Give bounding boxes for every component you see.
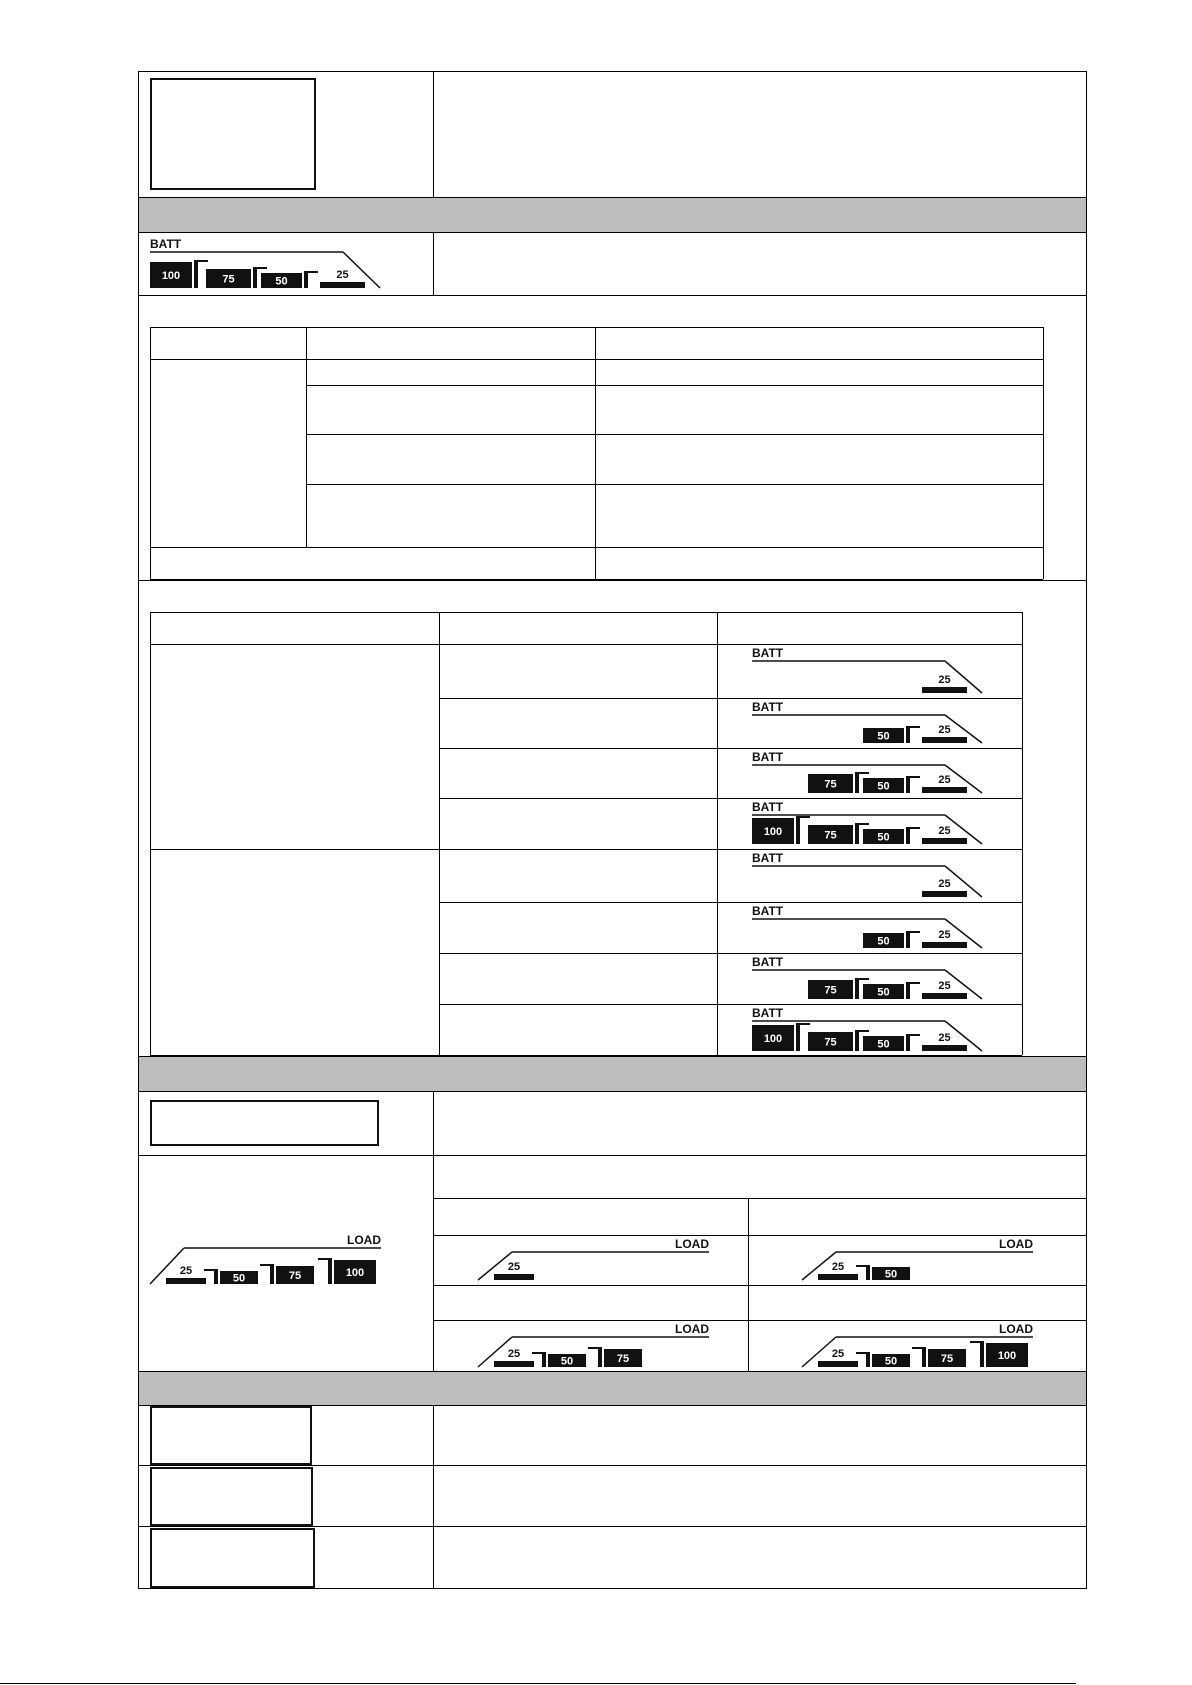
load-segment-label: 25	[831, 1261, 845, 1273]
load-indicator-full	[148, 1232, 383, 1288]
batt-segment-75	[808, 978, 869, 999]
batt-segment-label: 75	[824, 829, 837, 842]
batt-segment-50	[863, 726, 920, 743]
batt-segment-label: 75	[824, 984, 837, 997]
load-segment-50	[856, 1352, 910, 1368]
load-segment-label: 25	[179, 1265, 193, 1277]
load-segment-label: 50	[560, 1355, 574, 1368]
battery-gauge	[752, 700, 982, 743]
load-segment-100	[970, 1341, 1028, 1367]
battery-gauge	[752, 800, 982, 844]
batt-segment-label: 50	[877, 780, 890, 793]
load-gauge	[802, 1322, 1033, 1368]
load-segment-label: 50	[884, 1268, 898, 1281]
load-indicator-25	[476, 1236, 711, 1284]
batt-segment-label: 25	[938, 1032, 951, 1044]
batt-segment-label: 50	[877, 986, 890, 999]
batt-label: BATT	[752, 1006, 784, 1020]
batt-label: BATT	[150, 237, 182, 251]
lcd-preview-box-top	[150, 78, 316, 190]
load-label: LOAD	[999, 1237, 1033, 1251]
section-header-load	[139, 1056, 1086, 1091]
load-segment-label: 100	[345, 1267, 365, 1279]
lcd-preview-box-2	[150, 1467, 313, 1526]
batt-segment-label: 25	[938, 825, 951, 837]
batt-segment-label: 25	[938, 929, 951, 941]
load-indicator-100	[800, 1321, 1035, 1371]
load-segment-label: 75	[940, 1353, 954, 1365]
battery-gauge	[752, 750, 982, 793]
battery-indicator-row-5	[750, 850, 995, 901]
battery-gauge	[752, 955, 982, 999]
batt-segment-label: 75	[824, 778, 837, 791]
load-segment-50	[532, 1352, 586, 1368]
load-label: LOAD	[347, 1233, 381, 1247]
battery-indicator-row-3	[750, 749, 995, 797]
batt-segment-label: 50	[877, 831, 890, 844]
batt-label: BATT	[752, 750, 784, 764]
load-segment-label: 25	[507, 1348, 521, 1360]
batt-segment-label: 50	[877, 1038, 890, 1051]
load-gauge	[150, 1233, 381, 1285]
batt-segment-label: 100	[161, 270, 181, 282]
load-segment-25	[818, 1348, 858, 1367]
load-gauge	[802, 1237, 1033, 1281]
batt-segment-25	[320, 269, 365, 288]
section-header-bottom	[139, 1372, 1086, 1405]
load-segment-25	[494, 1348, 534, 1367]
lcd-preview-box-1	[150, 1406, 312, 1465]
batt-label: BATT	[752, 800, 784, 814]
battery-indicator-row-1	[750, 645, 995, 697]
battery-gauge	[752, 904, 982, 948]
load-segment-25	[166, 1265, 206, 1284]
batt-segment-50	[863, 931, 920, 948]
batt-segment-label: 25	[938, 774, 951, 786]
batt-segment-label: 50	[877, 935, 890, 948]
load-segment-25	[494, 1261, 534, 1280]
batt-segment-50	[863, 776, 920, 793]
batt-segment-label: 100	[763, 1033, 783, 1045]
batt-segment-100	[150, 260, 208, 288]
page-footer-rule	[0, 1683, 1076, 1684]
batt-segment-50	[261, 271, 318, 288]
lcd-preview-box-load	[150, 1100, 379, 1146]
divider	[433, 71, 434, 197]
batt-segment-label: 75	[222, 273, 235, 286]
batt-segment-label: 75	[824, 1036, 837, 1049]
batt-label: BATT	[752, 904, 784, 918]
load-segment-label: 25	[507, 1261, 521, 1273]
battery-indicator-row-8	[750, 1005, 995, 1055]
load-label: LOAD	[999, 1322, 1033, 1336]
batt-segment-75	[808, 1030, 869, 1051]
load-segment-label: 100	[997, 1350, 1017, 1362]
battery-gauge	[752, 1006, 982, 1051]
batt-segment-label: 25	[336, 269, 349, 281]
load-gauge	[478, 1237, 709, 1280]
battery-indicator-row-7	[750, 954, 995, 1003]
load-segment-75	[588, 1347, 642, 1367]
batt-segment-75	[206, 267, 267, 288]
batt-segment-label: 50	[275, 275, 288, 288]
batt-segment-50	[863, 1034, 920, 1051]
battery-gauge	[752, 851, 982, 897]
battery-indicator-row-4	[750, 799, 995, 848]
battery-indicator-row-6	[750, 903, 995, 952]
batt-segment-label: 50	[877, 730, 890, 743]
batt-label: BATT	[752, 646, 784, 660]
batt-segment-25	[922, 674, 967, 693]
battery-indicator-full	[148, 236, 393, 292]
battery-gauge	[150, 237, 380, 288]
batt-segment-100	[752, 816, 810, 844]
batt-label: BATT	[752, 955, 784, 969]
batt-segment-label: 25	[938, 878, 951, 890]
batt-segment-label: 100	[763, 826, 783, 838]
batt-segment-label: 25	[938, 980, 951, 992]
batt-segment-50	[863, 827, 920, 844]
batt-segment-25	[922, 878, 967, 897]
batt-segment-100	[752, 1023, 810, 1051]
load-segment-label: 50	[232, 1272, 246, 1285]
load-segment-label: 75	[288, 1270, 302, 1282]
batt-segment-75	[808, 823, 869, 844]
batt-segment-50	[863, 982, 920, 999]
batt-segment-label: 25	[938, 674, 951, 686]
batt-segment-25	[922, 1032, 967, 1051]
batt-segment-75	[808, 772, 869, 793]
load-segment-50	[204, 1269, 258, 1285]
load-label: LOAD	[675, 1237, 709, 1251]
load-segment-label: 25	[831, 1348, 845, 1360]
load-segment-75	[260, 1264, 314, 1284]
load-gauge	[478, 1322, 709, 1368]
load-segment-25	[818, 1261, 858, 1280]
section-header-battery	[139, 197, 1086, 232]
load-segment-label: 75	[616, 1353, 630, 1365]
battery-indicator-row-2	[750, 699, 995, 747]
load-segment-50	[856, 1265, 910, 1281]
load-segment-label: 50	[884, 1355, 898, 1368]
load-segment-100	[318, 1258, 376, 1284]
battery-gauge	[752, 646, 982, 693]
load-indicator-75	[476, 1321, 711, 1371]
batt-label: BATT	[752, 851, 784, 865]
load-label: LOAD	[675, 1322, 709, 1336]
load-segment-75	[912, 1347, 966, 1367]
lcd-preview-box-3	[150, 1528, 315, 1588]
load-indicator-50	[800, 1236, 1035, 1284]
batt-segment-label: 25	[938, 724, 951, 736]
batt-label: BATT	[752, 700, 784, 714]
